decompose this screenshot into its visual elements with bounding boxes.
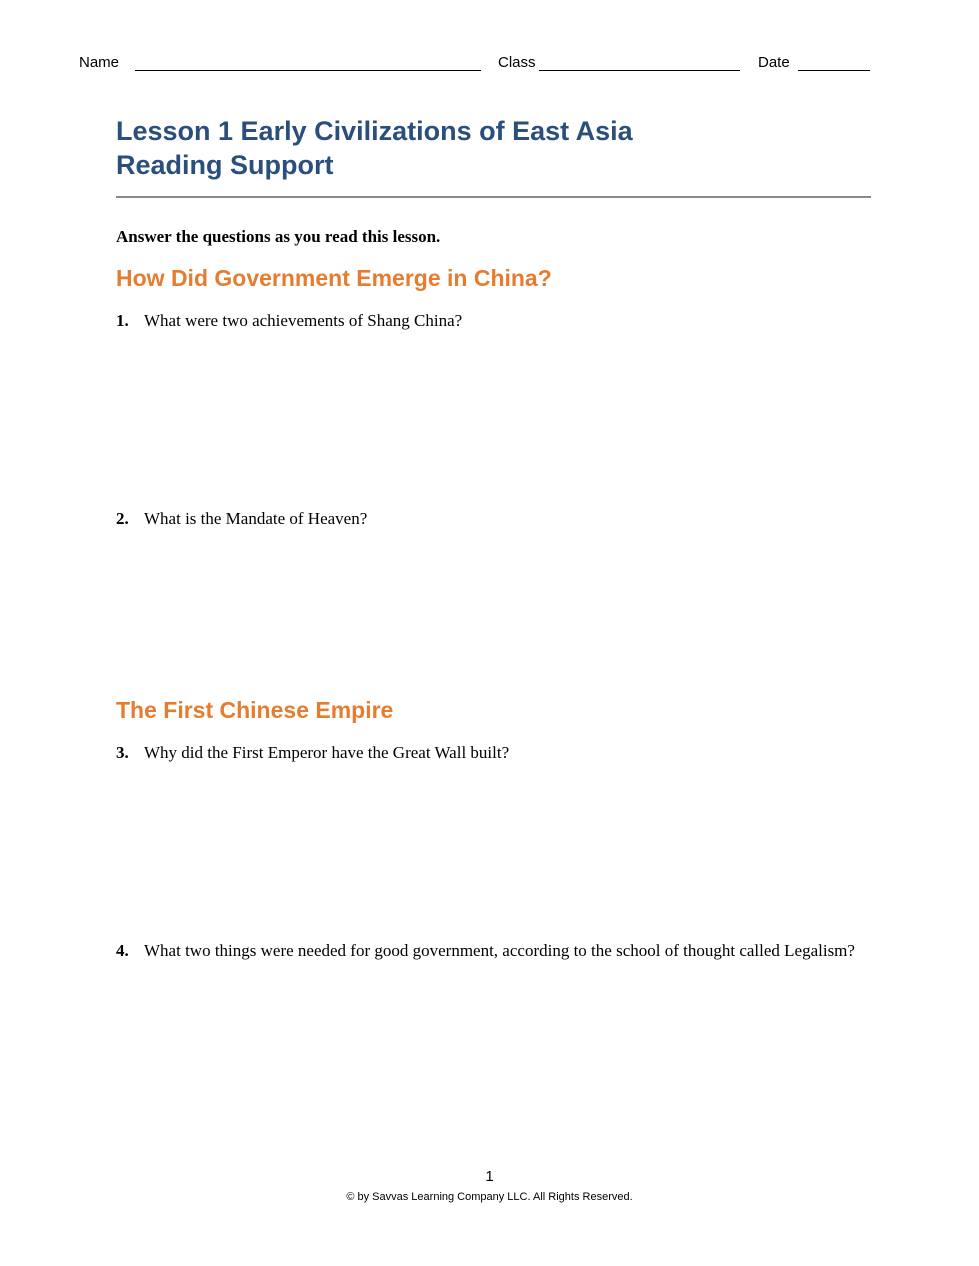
title-subtitle: Reading Support bbox=[116, 150, 334, 180]
question-number: 3. bbox=[116, 743, 129, 762]
copyright-notice: © by Savvas Learning Company LLC. All Rights Reserved. bbox=[346, 1191, 633, 1203]
date-label: Date bbox=[758, 54, 790, 71]
instructions-text: Answer the questions as you read this lesson. bbox=[116, 227, 441, 246]
section-heading-government: How Did Government Emerge in China? bbox=[116, 265, 552, 291]
page-title bbox=[116, 114, 871, 182]
question-text: Why did the First Emperor have the Great Wall built? bbox=[144, 743, 510, 762]
question-text: What is the Mandate of Heaven? bbox=[144, 509, 368, 528]
title-divider bbox=[116, 196, 871, 198]
date-blank-line bbox=[798, 70, 870, 71]
question-text: What two things were needed for good government, according to the school of thought called Legalism? bbox=[144, 941, 855, 960]
lesson-title: Lesson 1 Early Civilizations of East Asia bbox=[116, 116, 633, 146]
page-number: 1 bbox=[485, 1168, 494, 1185]
question-number: 1. bbox=[116, 311, 129, 330]
question-number: 2. bbox=[116, 509, 129, 528]
class-blank-line bbox=[539, 70, 740, 71]
name-blank-line bbox=[135, 70, 481, 71]
question-text: What were two achievements of Shang China? bbox=[144, 311, 463, 330]
name-label: Name bbox=[79, 54, 120, 71]
student-info-header bbox=[0, 54, 979, 74]
class-label: Class bbox=[498, 54, 536, 71]
section-heading-empire: The First Chinese Empire bbox=[116, 697, 394, 723]
question-number: 4. bbox=[116, 941, 129, 960]
